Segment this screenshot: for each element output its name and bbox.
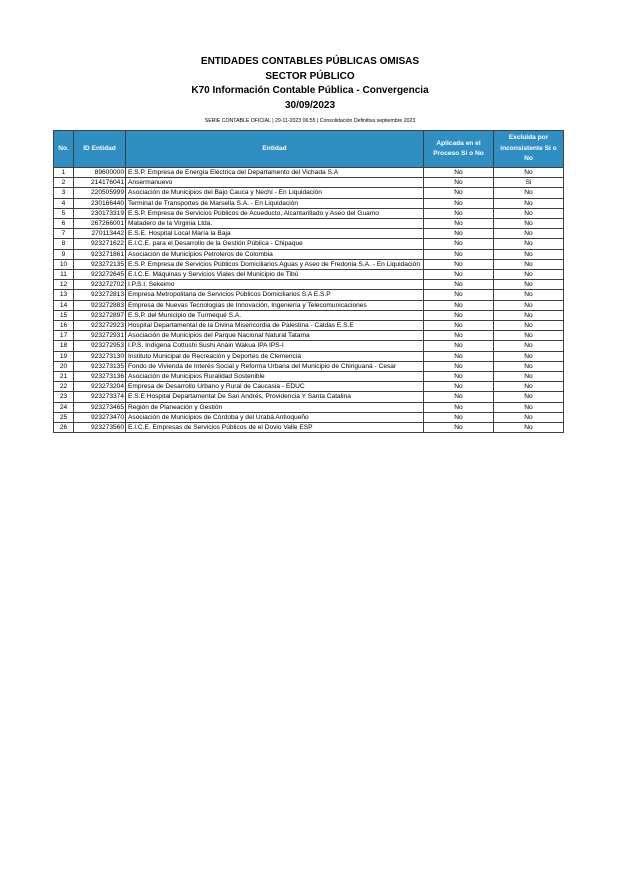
excluded-value: No — [494, 402, 564, 412]
applied-value: No — [424, 382, 494, 392]
entity-id: 923272645 — [74, 270, 126, 280]
entity-name: E.I.C.E. para el Desarrollo de la Gestión Pública - Chipaque — [126, 239, 424, 249]
excluded-value: No — [494, 188, 564, 198]
row-number: 26 — [54, 423, 74, 433]
row-number: 11 — [54, 270, 74, 280]
table-row — [54, 372, 564, 382]
entity-id: 220505999 — [74, 188, 126, 198]
entity-name: E.S.P. Empresa de Servicios Públicos Domiciliarios Aguas y Aseo de Fredonia S.A. - En Liquidación — [126, 259, 424, 269]
table-row — [54, 198, 564, 208]
entity-name: Empresa de Nuevas Tecnologías de Innovación, Ingeniería y Telecomunicaciones — [126, 300, 424, 310]
entity-name: I.P.S. Indígena Cottushi Sushi Anáin Wakua IPA IPS-I — [126, 341, 424, 351]
table-row — [54, 310, 564, 320]
excluded-value: No — [494, 239, 564, 249]
entity-id: 923272923 — [74, 321, 126, 331]
applied-value: No — [424, 280, 494, 290]
row-number: 18 — [54, 341, 74, 351]
entity-id: 923271861 — [74, 249, 126, 259]
excluded-value: No — [494, 229, 564, 239]
row-number: 2 — [54, 178, 74, 188]
applied-value: No — [424, 300, 494, 310]
excluded-value: No — [494, 219, 564, 229]
excluded-value: No — [494, 290, 564, 300]
excluded-value: No — [494, 382, 564, 392]
table-row — [54, 259, 564, 269]
row-number: 24 — [54, 402, 74, 412]
table-row — [54, 341, 564, 351]
entity-id: 923273465 — [74, 402, 126, 412]
entity-name: E.I.C.E. Máquinas y Servicios Viales del Municipio de Tibú — [126, 270, 424, 280]
entity-name: Asociación de Municipios de Córdoba y del Urabá Antioqueño — [126, 412, 424, 422]
entity-id: 923272702 — [74, 280, 126, 290]
applied-value: No — [424, 290, 494, 300]
excluded-value: No — [494, 392, 564, 402]
row-number: 15 — [54, 310, 74, 320]
entity-name: E.S.P. del Municipio de Turmequé S.A. — [126, 310, 424, 320]
applied-value: No — [424, 188, 494, 198]
entity-name: Asociación de Municipios del Parque Nacional Natural Tatama — [126, 331, 424, 341]
row-number: 13 — [54, 290, 74, 300]
excluded-value: Si — [494, 178, 564, 188]
row-number: 8 — [54, 239, 74, 249]
table-row — [54, 239, 564, 249]
excluded-value: No — [494, 310, 564, 320]
entity-name: E.I.C.E. Empresas de Servicios Públicos de el Dovio Valle ESP — [126, 423, 424, 433]
row-number: 25 — [54, 412, 74, 422]
entity-id: 230166440 — [74, 198, 126, 208]
entity-id: 923273135 — [74, 361, 126, 371]
entity-name: E.S.P. Empresa de Energía Eléctrica del Departamento del Vichada S.A — [126, 168, 424, 178]
row-number: 23 — [54, 392, 74, 402]
entity-id: 923272931 — [74, 331, 126, 341]
report-category: K70 Información Contable Pública - Convergencia — [191, 85, 429, 96]
applied-value: No — [424, 270, 494, 280]
row-number: 6 — [54, 219, 74, 229]
applied-value: No — [424, 341, 494, 351]
table-row — [54, 361, 564, 371]
entity-id: 923273130 — [74, 351, 126, 361]
excluded-value: No — [494, 351, 564, 361]
excluded-value: No — [494, 208, 564, 218]
row-number: 20 — [54, 361, 74, 371]
applied-value: No — [424, 168, 494, 178]
row-number: 9 — [54, 249, 74, 259]
applied-value: No — [424, 259, 494, 269]
applied-value: No — [424, 392, 494, 402]
excluded-value: No — [494, 412, 564, 422]
applied-value: No — [424, 239, 494, 249]
entity-name: Asociación de Municipios del Bajo Cauca y Nechí - En Liquidación — [126, 188, 424, 198]
excluded-value: No — [494, 249, 564, 259]
table-row — [54, 219, 564, 229]
entity-name: Región de Planeación y Gestión — [126, 402, 424, 412]
applied-value: No — [424, 402, 494, 412]
entity-name: Ansermanuevo — [126, 178, 424, 188]
applied-value: No — [424, 372, 494, 382]
table-row — [54, 280, 564, 290]
entity-id: 923273204 — [74, 382, 126, 392]
entity-name: Fondo de Vivienda de Interés Social y Reforma Urbana del Municipio de Chiriguaná - Cesar — [126, 361, 424, 371]
applied-value: No — [424, 412, 494, 422]
entity-id: 923272813 — [74, 290, 126, 300]
entity-id: 214176041 — [74, 178, 126, 188]
table-row — [54, 178, 564, 188]
excluded-value: No — [494, 270, 564, 280]
row-number: 7 — [54, 229, 74, 239]
entity-id: 89600000 — [74, 168, 126, 178]
applied-value: No — [424, 321, 494, 331]
entity-name: Terminal de Transportes de Marsella S.A. - En Liquidación — [126, 198, 424, 208]
entity-id: 923273470 — [74, 412, 126, 422]
excluded-value: No — [494, 331, 564, 341]
entities-table — [53, 130, 564, 433]
row-number: 3 — [54, 188, 74, 198]
table-row — [54, 382, 564, 392]
entity-name: E.S.P. Empresa de Servicios Públicos de Acueducto, Alcantarillado y Aseo del Guamo — [126, 208, 424, 218]
table-row — [54, 331, 564, 341]
applied-value: No — [424, 249, 494, 259]
entity-name: Empresa de Desarrollo Urbano y Rural de Caucasia - EDUC — [126, 382, 424, 392]
report-sector: SECTOR PÚBLICO — [265, 70, 355, 82]
applied-value: No — [424, 219, 494, 229]
row-number: 10 — [54, 259, 74, 269]
entity-id: 923272953 — [74, 341, 126, 351]
entity-name: E.S.E. Hospital Local María la Baja — [126, 229, 424, 239]
excluded-value: No — [494, 341, 564, 351]
column-header-id: ID Entidad — [74, 131, 126, 168]
applied-value: No — [424, 331, 494, 341]
entity-name: E.S.E Hospital Departamental De San Andrés, Providencia Y Santa Catalina — [126, 392, 424, 402]
applied-value: No — [424, 423, 494, 433]
table-row — [54, 249, 564, 259]
row-number: 14 — [54, 300, 74, 310]
entity-name: Instituto Municipal de Recreación y Deportes de Clemencia — [126, 351, 424, 361]
excluded-value: No — [494, 372, 564, 382]
row-number: 12 — [54, 280, 74, 290]
entity-name: Hospital Departamental de la Divina Misericordia de Palestina - Caldas E.S.E — [126, 321, 424, 331]
entity-id: 923273374 — [74, 392, 126, 402]
entity-id: 230173319 — [74, 208, 126, 218]
table-row — [54, 168, 564, 178]
table-row — [54, 229, 564, 239]
row-number: 17 — [54, 331, 74, 341]
excluded-value: No — [494, 423, 564, 433]
entity-id: 923271622 — [74, 239, 126, 249]
excluded-value: No — [494, 300, 564, 310]
table-row — [54, 351, 564, 361]
entity-name: Empresa Metropolitana de Servicios Públicos Domiciliarios S.A E.S.P — [126, 290, 424, 300]
applied-value: No — [424, 361, 494, 371]
applied-value: No — [424, 178, 494, 188]
entity-name: Matadero de la Virginia Ltda. — [126, 219, 424, 229]
report-title: ENTIDADES CONTABLES PÚBLICAS OMISAS — [200, 56, 420, 67]
excluded-value: No — [494, 280, 564, 290]
table-row — [54, 188, 564, 198]
row-number: 19 — [54, 351, 74, 361]
entity-id: 923273136 — [74, 372, 126, 382]
table-row — [54, 208, 564, 218]
column-header-aplicada: Aplicada en el Proceso Si o No — [424, 131, 494, 168]
table-row — [54, 290, 564, 300]
table-row — [54, 412, 564, 422]
table-body — [54, 168, 564, 433]
applied-value: No — [424, 351, 494, 361]
report-subtitle: SERIE CONTABLE OFICIAL | 29-11-2023 06:55 | Consolidación Definitiva septiembre 2023 — [204, 118, 416, 124]
excluded-value: No — [494, 198, 564, 208]
entity-name: Asociación de Municipios Petroleros de Colombia — [126, 249, 424, 259]
entity-id: 923272897 — [74, 310, 126, 320]
entity-id: 923272883 — [74, 300, 126, 310]
report-date: 30/09/2023 — [284, 99, 336, 111]
column-header-entidad: Entidad — [126, 131, 424, 168]
table-row — [54, 300, 564, 310]
entity-id: 923273560 — [74, 423, 126, 433]
excluded-value: No — [494, 321, 564, 331]
row-number: 21 — [54, 372, 74, 382]
row-number: 22 — [54, 382, 74, 392]
table-row — [54, 321, 564, 331]
report-header — [0, 55, 620, 125]
applied-value: No — [424, 208, 494, 218]
column-header-excluida: Excluida por inconsistente Si o No — [494, 131, 564, 168]
table-row — [54, 402, 564, 412]
entity-id: 923272135 — [74, 259, 126, 269]
excluded-value: No — [494, 361, 564, 371]
applied-value: No — [424, 310, 494, 320]
row-number: 5 — [54, 208, 74, 218]
entity-name: I.P.S.I. Sekeimo — [126, 280, 424, 290]
table-header-row — [54, 131, 564, 168]
table-row — [54, 423, 564, 433]
entity-id: 270113442 — [74, 229, 126, 239]
table-row — [54, 270, 564, 280]
column-header-no: No. — [54, 131, 74, 168]
table-row — [54, 392, 564, 402]
row-number: 4 — [54, 198, 74, 208]
applied-value: No — [424, 198, 494, 208]
applied-value: No — [424, 229, 494, 239]
entity-name: Asociación de Municipios Ruralidad Sostenible — [126, 372, 424, 382]
row-number: 16 — [54, 321, 74, 331]
excluded-value: No — [494, 259, 564, 269]
excluded-value: No — [494, 168, 564, 178]
row-number: 1 — [54, 168, 74, 178]
entity-id: 267266001 — [74, 219, 126, 229]
